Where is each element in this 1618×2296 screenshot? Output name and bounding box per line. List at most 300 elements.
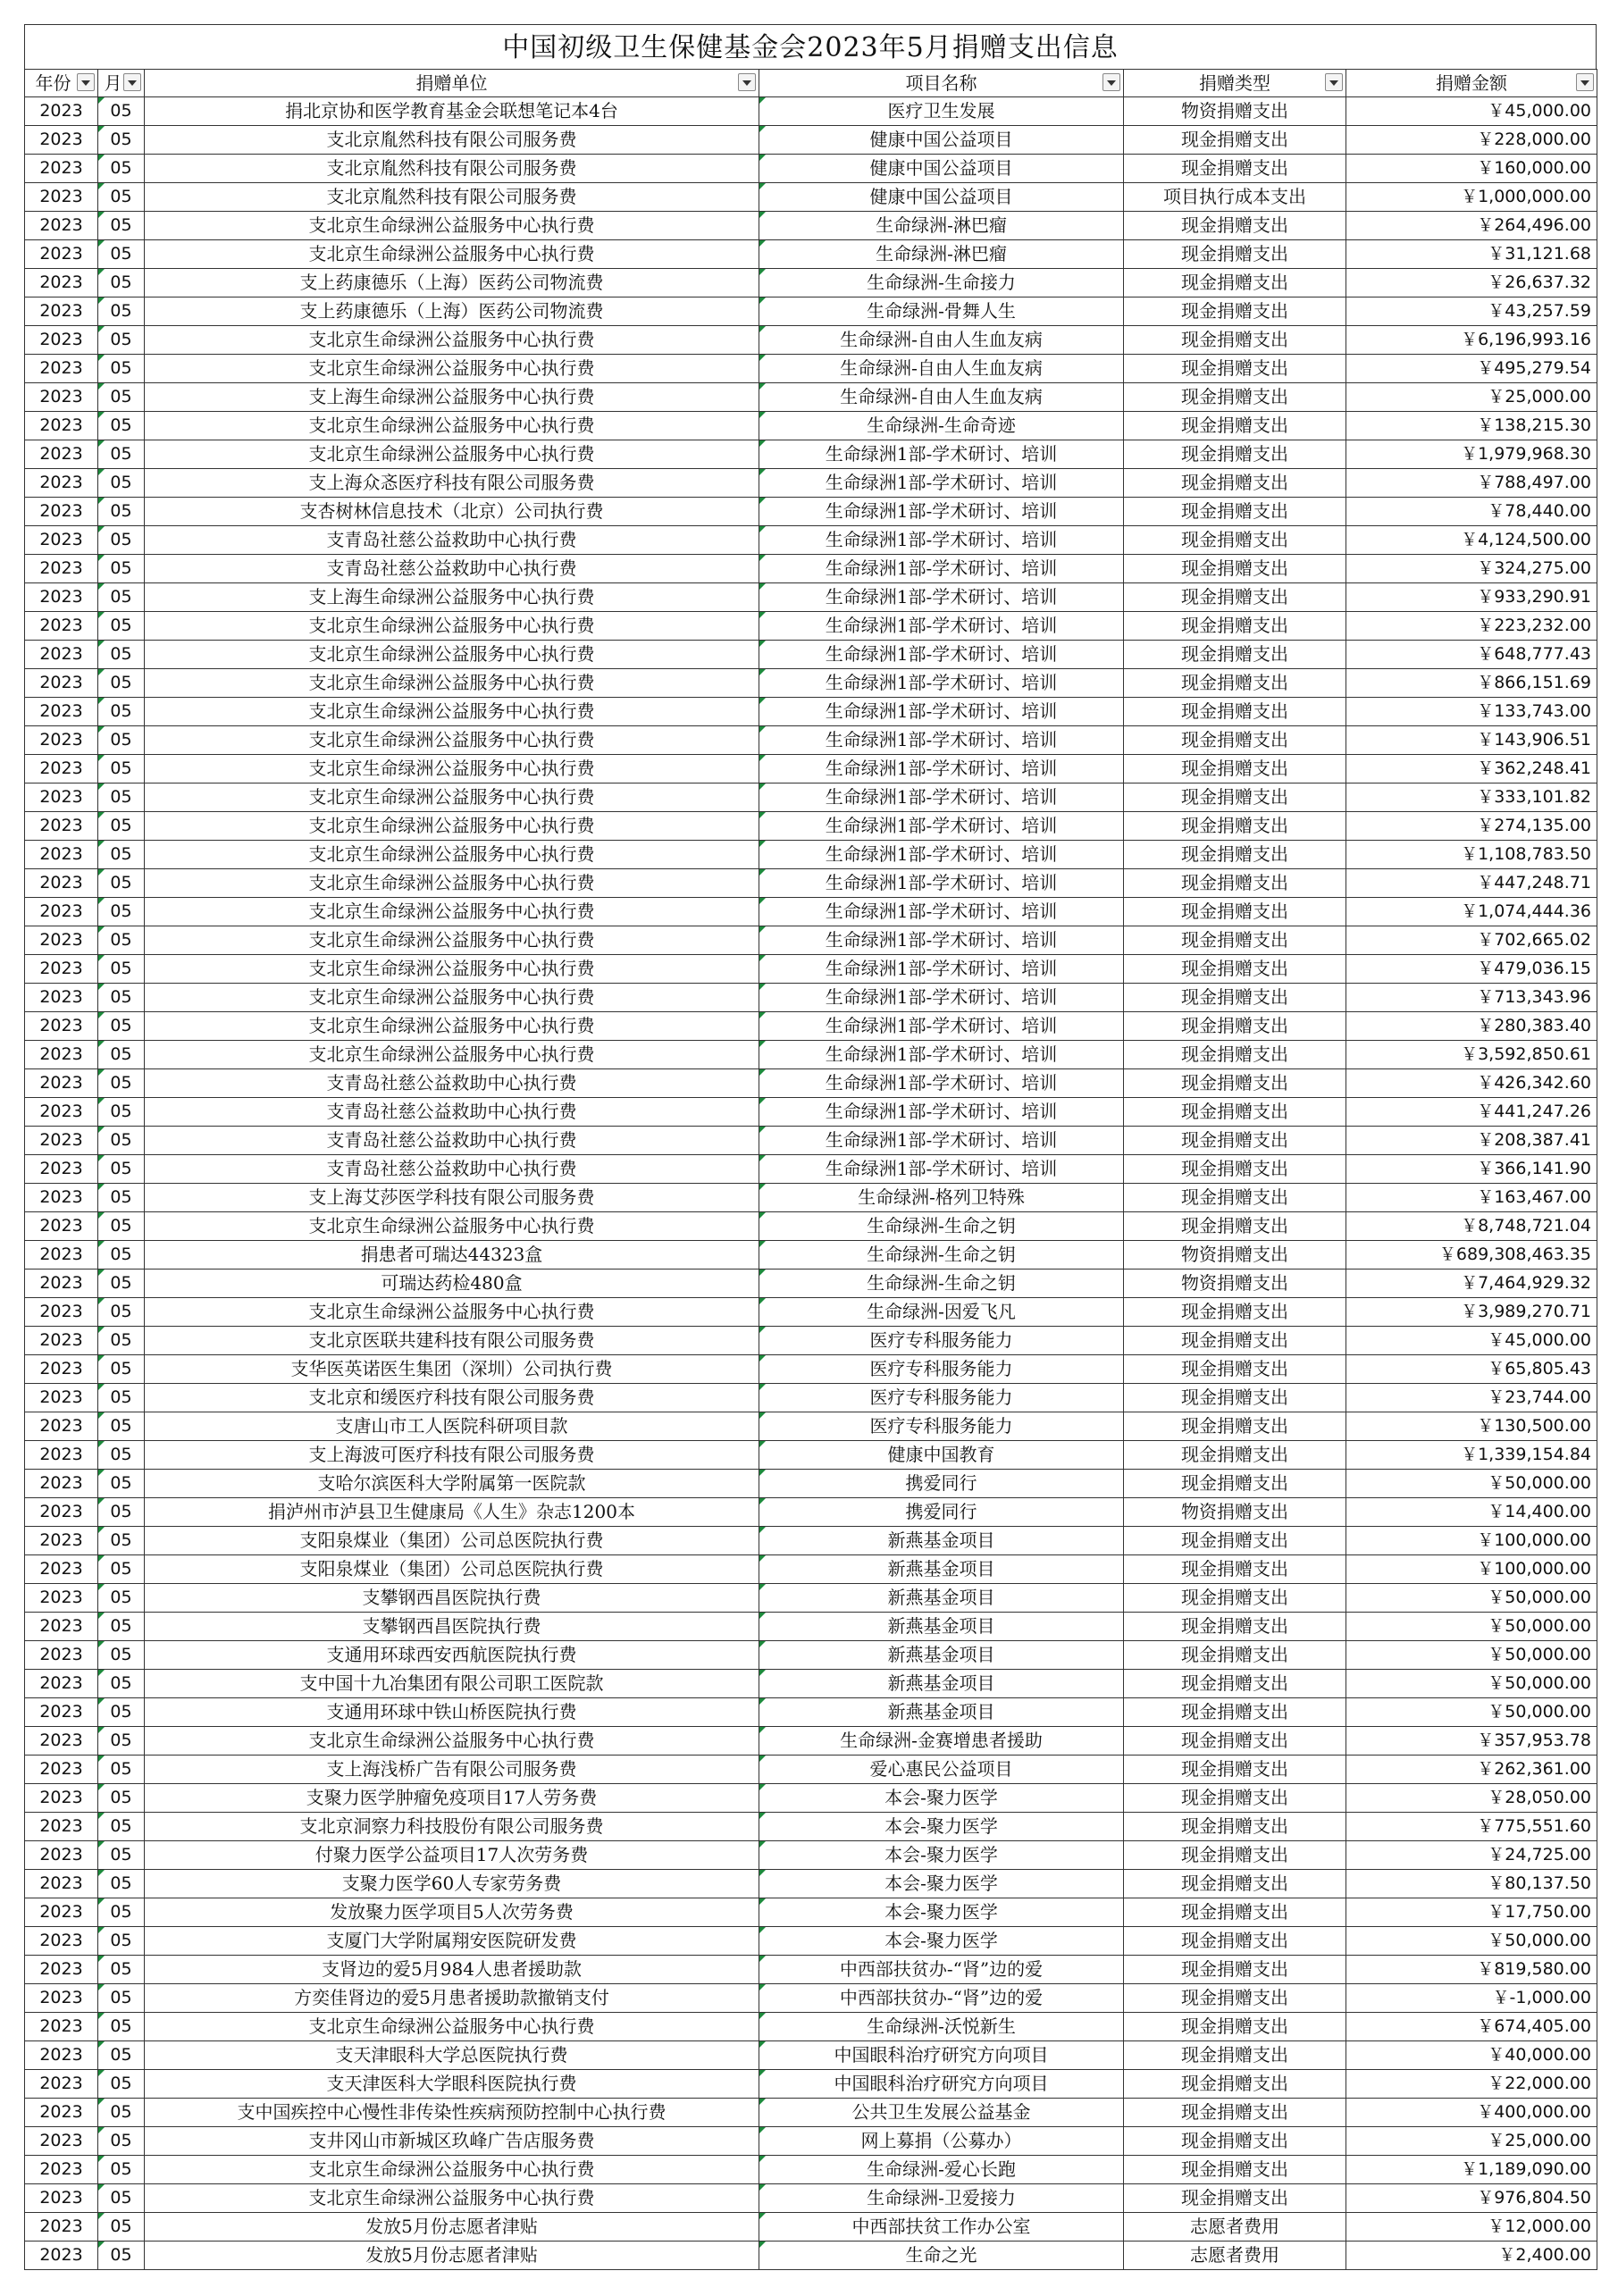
cell-type[interactable]: 现金捐赠支出: [1124, 1012, 1346, 1041]
cell-year[interactable]: 2023: [25, 1127, 98, 1155]
cell-donor[interactable]: 支北京生命绿洲公益服务中心执行费: [145, 1727, 759, 1756]
cell-amount[interactable]: ￥138,215.30: [1346, 412, 1597, 440]
cell-amount[interactable]: ￥50,000.00: [1346, 1641, 1597, 1670]
cell-amount[interactable]: ￥1,074,444.36: [1346, 898, 1597, 926]
cell-year[interactable]: 2023: [25, 1298, 98, 1327]
cell-year[interactable]: 2023: [25, 297, 98, 326]
cell-amount[interactable]: ￥50,000.00: [1346, 1698, 1597, 1727]
cell-type[interactable]: 现金捐赠支出: [1124, 2099, 1346, 2127]
cell-type[interactable]: 项目执行成本支出: [1124, 183, 1346, 212]
cell-month[interactable]: 05: [98, 2213, 145, 2242]
cell-year[interactable]: 2023: [25, 2242, 98, 2270]
cell-donor[interactable]: 支通用环球西安西航医院执行费: [145, 1641, 759, 1670]
cell-project[interactable]: 生命绿洲1部-学术研讨、培训: [759, 526, 1124, 555]
cell-amount[interactable]: ￥400,000.00: [1346, 2099, 1597, 2127]
cell-amount[interactable]: ￥228,000.00: [1346, 126, 1597, 155]
cell-type[interactable]: 现金捐赠支出: [1124, 1727, 1346, 1756]
cell-year[interactable]: 2023: [25, 2041, 98, 2070]
cell-year[interactable]: 2023: [25, 498, 98, 526]
cell-month[interactable]: 05: [98, 1641, 145, 1670]
cell-donor[interactable]: 支青岛社慈公益救助中心执行费: [145, 1098, 759, 1127]
filter-dropdown-icon[interactable]: [1102, 73, 1120, 91]
cell-type[interactable]: 现金捐赠支出: [1124, 1984, 1346, 2013]
cell-year[interactable]: 2023: [25, 755, 98, 783]
cell-month[interactable]: 05: [98, 755, 145, 783]
cell-month[interactable]: 05: [98, 2099, 145, 2127]
cell-amount[interactable]: ￥3,592,850.61: [1346, 1041, 1597, 1069]
cell-amount[interactable]: ￥143,906.51: [1346, 726, 1597, 755]
cell-month[interactable]: 05: [98, 1927, 145, 1956]
cell-type[interactable]: 现金捐赠支出: [1124, 698, 1346, 726]
cell-type[interactable]: 物资捐赠支出: [1124, 1270, 1346, 1298]
cell-amount[interactable]: ￥40,000.00: [1346, 2041, 1597, 2070]
cell-type[interactable]: 现金捐赠支出: [1124, 326, 1346, 355]
cell-amount[interactable]: ￥4,124,500.00: [1346, 526, 1597, 555]
cell-project[interactable]: 中西部扶贫办-“肾”边的爱: [759, 1956, 1124, 1984]
cell-year[interactable]: 2023: [25, 2013, 98, 2041]
cell-month[interactable]: 05: [98, 1813, 145, 1841]
cell-amount[interactable]: ￥45,000.00: [1346, 97, 1597, 126]
cell-donor[interactable]: 支北京生命绿洲公益服务中心执行费: [145, 1298, 759, 1327]
cell-donor[interactable]: 支北京医联共建科技有限公司服务费: [145, 1327, 759, 1355]
cell-project[interactable]: 生命绿洲-生命接力: [759, 269, 1124, 297]
cell-month[interactable]: 05: [98, 269, 145, 297]
cell-type[interactable]: 现金捐赠支出: [1124, 412, 1346, 440]
cell-donor[interactable]: 支攀钢西昌医院执行费: [145, 1613, 759, 1641]
cell-type[interactable]: 现金捐赠支出: [1124, 1298, 1346, 1327]
cell-month[interactable]: 05: [98, 326, 145, 355]
cell-type[interactable]: 现金捐赠支出: [1124, 155, 1346, 183]
cell-month[interactable]: 05: [98, 1270, 145, 1298]
cell-type[interactable]: 现金捐赠支出: [1124, 1155, 1346, 1184]
cell-month[interactable]: 05: [98, 1727, 145, 1756]
cell-type[interactable]: 现金捐赠支出: [1124, 1584, 1346, 1613]
cell-donor[interactable]: 付聚力医学公益项目17人次劳务费: [145, 1841, 759, 1870]
cell-month[interactable]: 05: [98, 498, 145, 526]
cell-type[interactable]: 现金捐赠支出: [1124, 1384, 1346, 1412]
cell-year[interactable]: 2023: [25, 1784, 98, 1813]
cell-donor[interactable]: 发放聚力医学项目5人次劳务费: [145, 1898, 759, 1927]
cell-month[interactable]: 05: [98, 1984, 145, 2013]
cell-donor[interactable]: 支上药康德乐（上海）医药公司物流费: [145, 269, 759, 297]
cell-year[interactable]: 2023: [25, 412, 98, 440]
cell-project[interactable]: 生命之光: [759, 2242, 1124, 2270]
filter-dropdown-icon[interactable]: [1576, 73, 1594, 91]
cell-month[interactable]: 05: [98, 583, 145, 612]
cell-amount[interactable]: ￥43,257.59: [1346, 297, 1597, 326]
cell-amount[interactable]: ￥223,232.00: [1346, 612, 1597, 641]
cell-month[interactable]: 05: [98, 2070, 145, 2099]
cell-month[interactable]: 05: [98, 1184, 145, 1212]
cell-month[interactable]: 05: [98, 1441, 145, 1470]
cell-project[interactable]: 生命绿洲1部-学术研讨、培训: [759, 1127, 1124, 1155]
cell-project[interactable]: 本会-聚力医学: [759, 1784, 1124, 1813]
cell-project[interactable]: 生命绿洲1部-学术研讨、培训: [759, 783, 1124, 812]
cell-amount[interactable]: ￥50,000.00: [1346, 1470, 1597, 1498]
cell-month[interactable]: 05: [98, 2156, 145, 2184]
cell-month[interactable]: 05: [98, 1069, 145, 1098]
cell-project[interactable]: 生命绿洲1部-学术研讨、培训: [759, 641, 1124, 669]
cell-year[interactable]: 2023: [25, 898, 98, 926]
cell-project[interactable]: 生命绿洲1部-学术研讨、培训: [759, 926, 1124, 955]
cell-amount[interactable]: ￥100,000.00: [1346, 1555, 1597, 1584]
cell-type[interactable]: 现金捐赠支出: [1124, 1127, 1346, 1155]
cell-year[interactable]: 2023: [25, 440, 98, 469]
cell-amount[interactable]: ￥160,000.00: [1346, 155, 1597, 183]
cell-year[interactable]: 2023: [25, 2156, 98, 2184]
cell-year[interactable]: 2023: [25, 1613, 98, 1641]
cell-month[interactable]: 05: [98, 1584, 145, 1613]
cell-month[interactable]: 05: [98, 1870, 145, 1898]
cell-donor[interactable]: 支北京生命绿洲公益服务中心执行费: [145, 926, 759, 955]
cell-amount[interactable]: ￥1,339,154.84: [1346, 1441, 1597, 1470]
cell-year[interactable]: 2023: [25, 1698, 98, 1727]
cell-donor[interactable]: 支青岛社慈公益救助中心执行费: [145, 1127, 759, 1155]
cell-year[interactable]: 2023: [25, 1069, 98, 1098]
cell-month[interactable]: 05: [98, 1841, 145, 1870]
cell-donor[interactable]: 支北京胤然科技有限公司服务费: [145, 155, 759, 183]
cell-donor[interactable]: 支北京胤然科技有限公司服务费: [145, 183, 759, 212]
cell-donor[interactable]: 支北京生命绿洲公益服务中心执行费: [145, 355, 759, 383]
cell-year[interactable]: 2023: [25, 1184, 98, 1212]
cell-month[interactable]: 05: [98, 383, 145, 412]
cell-amount[interactable]: ￥80,137.50: [1346, 1870, 1597, 1898]
cell-donor[interactable]: 支北京和缓医疗科技有限公司服务费: [145, 1384, 759, 1412]
cell-donor[interactable]: 支北京生命绿洲公益服务中心执行费: [145, 2013, 759, 2041]
cell-type[interactable]: 现金捐赠支出: [1124, 297, 1346, 326]
cell-month[interactable]: 05: [98, 955, 145, 984]
cell-project[interactable]: 生命绿洲-骨舞人生: [759, 297, 1124, 326]
cell-donor[interactable]: 支厦门大学附属翔安医院研发费: [145, 1927, 759, 1956]
cell-type[interactable]: 现金捐赠支出: [1124, 1555, 1346, 1584]
cell-type[interactable]: 现金捐赠支出: [1124, 1784, 1346, 1813]
cell-donor[interactable]: 支青岛社慈公益救助中心执行费: [145, 1155, 759, 1184]
cell-project[interactable]: 生命绿洲1部-学术研讨、培训: [759, 1098, 1124, 1127]
cell-type[interactable]: 现金捐赠支出: [1124, 1327, 1346, 1355]
cell-amount[interactable]: ￥24,725.00: [1346, 1841, 1597, 1870]
cell-amount[interactable]: ￥648,777.43: [1346, 641, 1597, 669]
cell-donor[interactable]: 支上海生命绿洲公益服务中心执行费: [145, 383, 759, 412]
cell-amount[interactable]: ￥366,141.90: [1346, 1155, 1597, 1184]
cell-donor[interactable]: 支北京生命绿洲公益服务中心执行费: [145, 698, 759, 726]
cell-donor[interactable]: 支上药康德乐（上海）医药公司物流费: [145, 297, 759, 326]
cell-project[interactable]: 本会-聚力医学: [759, 1927, 1124, 1956]
cell-amount[interactable]: ￥264,496.00: [1346, 212, 1597, 240]
cell-project[interactable]: 医疗专科服务能力: [759, 1355, 1124, 1384]
cell-amount[interactable]: ￥163,467.00: [1346, 1184, 1597, 1212]
cell-donor[interactable]: 支聚力医学60人专家劳务费: [145, 1870, 759, 1898]
cell-year[interactable]: 2023: [25, 1270, 98, 1298]
cell-month[interactable]: 05: [98, 812, 145, 841]
cell-donor[interactable]: 支北京生命绿洲公益服务中心执行费: [145, 2184, 759, 2213]
cell-year[interactable]: 2023: [25, 984, 98, 1012]
cell-amount[interactable]: ￥280,383.40: [1346, 1012, 1597, 1041]
cell-donor[interactable]: 支北京生命绿洲公益服务中心执行费: [145, 1212, 759, 1241]
cell-month[interactable]: 05: [98, 1155, 145, 1184]
cell-project[interactable]: 生命绿洲1部-学术研讨、培训: [759, 698, 1124, 726]
cell-type[interactable]: 现金捐赠支出: [1124, 1184, 1346, 1212]
cell-year[interactable]: 2023: [25, 240, 98, 269]
cell-type[interactable]: 现金捐赠支出: [1124, 526, 1346, 555]
cell-month[interactable]: 05: [98, 1355, 145, 1384]
cell-donor[interactable]: 可瑞达药检480盒: [145, 1270, 759, 1298]
cell-project[interactable]: 健康中国公益项目: [759, 155, 1124, 183]
cell-amount[interactable]: ￥1,979,968.30: [1346, 440, 1597, 469]
cell-amount[interactable]: ￥333,101.82: [1346, 783, 1597, 812]
cell-amount[interactable]: ￥6,196,993.16: [1346, 326, 1597, 355]
cell-month[interactable]: 05: [98, 2127, 145, 2156]
cell-project[interactable]: 生命绿洲1部-学术研讨、培训: [759, 440, 1124, 469]
cell-year[interactable]: 2023: [25, 1670, 98, 1698]
cell-type[interactable]: 现金捐赠支出: [1124, 1470, 1346, 1498]
cell-type[interactable]: 现金捐赠支出: [1124, 2041, 1346, 2070]
cell-type[interactable]: 现金捐赠支出: [1124, 1956, 1346, 1984]
cell-type[interactable]: 现金捐赠支出: [1124, 126, 1346, 155]
cell-amount[interactable]: ￥8,748,721.04: [1346, 1212, 1597, 1241]
cell-amount[interactable]: ￥17,750.00: [1346, 1898, 1597, 1927]
cell-year[interactable]: 2023: [25, 212, 98, 240]
cell-donor[interactable]: 支天津医科大学眼科医院执行费: [145, 2070, 759, 2099]
cell-amount[interactable]: ￥25,000.00: [1346, 2127, 1597, 2156]
cell-project[interactable]: 生命绿洲1部-学术研讨、培训: [759, 726, 1124, 755]
cell-year[interactable]: 2023: [25, 841, 98, 869]
cell-year[interactable]: 2023: [25, 583, 98, 612]
cell-donor[interactable]: 支天津眼科大学总医院执行费: [145, 2041, 759, 2070]
cell-project[interactable]: 生命绿洲-沃悦新生: [759, 2013, 1124, 2041]
cell-month[interactable]: 05: [98, 1756, 145, 1784]
cell-type[interactable]: 现金捐赠支出: [1124, 755, 1346, 783]
cell-donor[interactable]: 支上海波可医疗科技有限公司服务费: [145, 1441, 759, 1470]
cell-month[interactable]: 05: [98, 1956, 145, 1984]
cell-type[interactable]: 物资捐赠支出: [1124, 97, 1346, 126]
cell-year[interactable]: 2023: [25, 1898, 98, 1927]
cell-type[interactable]: 现金捐赠支出: [1124, 383, 1346, 412]
cell-year[interactable]: 2023: [25, 383, 98, 412]
cell-month[interactable]: 05: [98, 2013, 145, 2041]
filter-dropdown-icon[interactable]: [1325, 73, 1343, 91]
cell-type[interactable]: 现金捐赠支出: [1124, 555, 1346, 583]
cell-month[interactable]: 05: [98, 783, 145, 812]
cell-donor[interactable]: 支北京生命绿洲公益服务中心执行费: [145, 755, 759, 783]
cell-month[interactable]: 05: [98, 1470, 145, 1498]
cell-type[interactable]: 现金捐赠支出: [1124, 926, 1346, 955]
cell-amount[interactable]: ￥447,248.71: [1346, 869, 1597, 898]
cell-project[interactable]: 生命绿洲1部-学术研讨、培训: [759, 669, 1124, 698]
cell-month[interactable]: 05: [98, 841, 145, 869]
cell-amount[interactable]: ￥775,551.60: [1346, 1813, 1597, 1841]
cell-year[interactable]: 2023: [25, 183, 98, 212]
cell-month[interactable]: 05: [98, 526, 145, 555]
cell-donor[interactable]: 捐患者可瑞达44323盒: [145, 1241, 759, 1270]
cell-type[interactable]: 现金捐赠支出: [1124, 2156, 1346, 2184]
cell-amount[interactable]: ￥50,000.00: [1346, 1613, 1597, 1641]
cell-project[interactable]: 健康中国教育: [759, 1441, 1124, 1470]
cell-project[interactable]: 新燕基金项目: [759, 1641, 1124, 1670]
cell-year[interactable]: 2023: [25, 1155, 98, 1184]
filter-dropdown-icon[interactable]: [738, 73, 756, 91]
cell-month[interactable]: 05: [98, 412, 145, 440]
cell-year[interactable]: 2023: [25, 1727, 98, 1756]
cell-amount[interactable]: ￥819,580.00: [1346, 1956, 1597, 1984]
cell-project[interactable]: 生命绿洲1部-学术研讨、培训: [759, 984, 1124, 1012]
cell-project[interactable]: 生命绿洲-生命奇迹: [759, 412, 1124, 440]
cell-year[interactable]: 2023: [25, 1984, 98, 2013]
cell-donor[interactable]: 支北京生命绿洲公益服务中心执行费: [145, 326, 759, 355]
cell-month[interactable]: 05: [98, 1098, 145, 1127]
cell-project[interactable]: 生命绿洲-自由人生血友病: [759, 326, 1124, 355]
cell-project[interactable]: 生命绿洲-格列卫特殊: [759, 1184, 1124, 1212]
cell-type[interactable]: 现金捐赠支出: [1124, 212, 1346, 240]
cell-amount[interactable]: ￥208,387.41: [1346, 1127, 1597, 1155]
cell-donor[interactable]: 支青岛社慈公益救助中心执行费: [145, 1069, 759, 1098]
cell-amount[interactable]: ￥788,497.00: [1346, 469, 1597, 498]
cell-project[interactable]: 生命绿洲-生命之钥: [759, 1212, 1124, 1241]
cell-donor[interactable]: 支北京生命绿洲公益服务中心执行费: [145, 955, 759, 984]
cell-amount[interactable]: ￥1,189,090.00: [1346, 2156, 1597, 2184]
cell-donor[interactable]: 支北京生命绿洲公益服务中心执行费: [145, 240, 759, 269]
cell-donor[interactable]: 支肾边的爱5月984人患者援助款: [145, 1956, 759, 1984]
cell-year[interactable]: 2023: [25, 1327, 98, 1355]
cell-year[interactable]: 2023: [25, 612, 98, 641]
cell-type[interactable]: 现金捐赠支出: [1124, 1069, 1346, 1098]
cell-donor[interactable]: 支青岛社慈公益救助中心执行费: [145, 555, 759, 583]
cell-donor[interactable]: 支通用环球中铁山桥医院执行费: [145, 1698, 759, 1727]
cell-month[interactable]: 05: [98, 984, 145, 1012]
cell-amount[interactable]: ￥866,151.69: [1346, 669, 1597, 698]
cell-year[interactable]: 2023: [25, 469, 98, 498]
cell-project[interactable]: 生命绿洲1部-学术研讨、培训: [759, 1155, 1124, 1184]
cell-month[interactable]: 05: [98, 1212, 145, 1241]
cell-donor[interactable]: 支阳泉煤业（集团）公司总医院执行费: [145, 1555, 759, 1584]
cell-donor[interactable]: 支阳泉煤业（集团）公司总医院执行费: [145, 1527, 759, 1555]
cell-type[interactable]: 现金捐赠支出: [1124, 1355, 1346, 1384]
filter-dropdown-icon[interactable]: [123, 73, 141, 91]
cell-type[interactable]: 现金捐赠支出: [1124, 1813, 1346, 1841]
cell-donor[interactable]: 支北京生命绿洲公益服务中心执行费: [145, 412, 759, 440]
cell-project[interactable]: 健康中国公益项目: [759, 126, 1124, 155]
cell-type[interactable]: 现金捐赠支出: [1124, 1641, 1346, 1670]
cell-type[interactable]: 现金捐赠支出: [1124, 1841, 1346, 1870]
cell-amount[interactable]: ￥78,440.00: [1346, 498, 1597, 526]
cell-amount[interactable]: ￥479,036.15: [1346, 955, 1597, 984]
cell-project[interactable]: 新燕基金项目: [759, 1698, 1124, 1727]
cell-year[interactable]: 2023: [25, 1527, 98, 1555]
cell-month[interactable]: 05: [98, 669, 145, 698]
cell-month[interactable]: 05: [98, 926, 145, 955]
cell-year[interactable]: 2023: [25, 555, 98, 583]
cell-project[interactable]: 健康中国公益项目: [759, 183, 1124, 212]
cell-project[interactable]: 本会-聚力医学: [759, 1813, 1124, 1841]
cell-type[interactable]: 物资捐赠支出: [1124, 1498, 1346, 1527]
cell-project[interactable]: 本会-聚力医学: [759, 1898, 1124, 1927]
cell-amount[interactable]: ￥50,000.00: [1346, 1927, 1597, 1956]
cell-amount[interactable]: ￥45,000.00: [1346, 1327, 1597, 1355]
cell-project[interactable]: 生命绿洲1部-学术研讨、培训: [759, 498, 1124, 526]
cell-year[interactable]: 2023: [25, 669, 98, 698]
cell-project[interactable]: 生命绿洲1部-学术研讨、培训: [759, 612, 1124, 641]
cell-project[interactable]: 中西部扶贫工作办公室: [759, 2213, 1124, 2242]
cell-year[interactable]: 2023: [25, 2184, 98, 2213]
cell-project[interactable]: 生命绿洲-淋巴瘤: [759, 212, 1124, 240]
cell-amount[interactable]: ￥23,744.00: [1346, 1384, 1597, 1412]
cell-amount[interactable]: ￥7,464,929.32: [1346, 1270, 1597, 1298]
cell-year[interactable]: 2023: [25, 126, 98, 155]
cell-donor[interactable]: 支中国疾控中心慢性非传染性疾病预防控制中心执行费: [145, 2099, 759, 2127]
cell-amount[interactable]: ￥689,308,463.35: [1346, 1241, 1597, 1270]
cell-month[interactable]: 05: [98, 726, 145, 755]
cell-month[interactable]: 05: [98, 641, 145, 669]
cell-type[interactable]: 现金捐赠支出: [1124, 1870, 1346, 1898]
cell-donor[interactable]: 支井冈山市新城区玖峰广告店服务费: [145, 2127, 759, 2156]
cell-year[interactable]: 2023: [25, 1870, 98, 1898]
cell-type[interactable]: 现金捐赠支出: [1124, 1098, 1346, 1127]
cell-type[interactable]: 现金捐赠支出: [1124, 812, 1346, 841]
cell-donor[interactable]: 支北京生命绿洲公益服务中心执行费: [145, 984, 759, 1012]
cell-project[interactable]: 生命绿洲-淋巴瘤: [759, 240, 1124, 269]
cell-amount[interactable]: ￥133,743.00: [1346, 698, 1597, 726]
cell-type[interactable]: 现金捐赠支出: [1124, 240, 1346, 269]
cell-year[interactable]: 2023: [25, 1498, 98, 1527]
cell-month[interactable]: 05: [98, 555, 145, 583]
cell-year[interactable]: 2023: [25, 155, 98, 183]
cell-project[interactable]: 生命绿洲-卫爱接力: [759, 2184, 1124, 2213]
cell-donor[interactable]: 支青岛社慈公益救助中心执行费: [145, 526, 759, 555]
cell-amount[interactable]: ￥26,637.32: [1346, 269, 1597, 297]
cell-amount[interactable]: ￥262,361.00: [1346, 1756, 1597, 1784]
cell-amount[interactable]: ￥12,000.00: [1346, 2213, 1597, 2242]
cell-type[interactable]: 现金捐赠支出: [1124, 783, 1346, 812]
cell-month[interactable]: 05: [98, 240, 145, 269]
cell-donor[interactable]: 支唐山市工人医院科研项目款: [145, 1412, 759, 1441]
cell-project[interactable]: 医疗卫生发展: [759, 97, 1124, 126]
cell-type[interactable]: 物资捐赠支出: [1124, 1241, 1346, 1270]
cell-amount[interactable]: ￥441,247.26: [1346, 1098, 1597, 1127]
cell-project[interactable]: 新燕基金项目: [759, 1613, 1124, 1641]
cell-type[interactable]: 现金捐赠支出: [1124, 612, 1346, 641]
cell-month[interactable]: 05: [98, 355, 145, 383]
cell-month[interactable]: 05: [98, 1784, 145, 1813]
cell-amount[interactable]: ￥426,342.60: [1346, 1069, 1597, 1098]
cell-month[interactable]: 05: [98, 1012, 145, 1041]
cell-project[interactable]: 网上募捐（公募办）: [759, 2127, 1124, 2156]
cell-project[interactable]: 公共卫生发展公益基金: [759, 2099, 1124, 2127]
cell-amount[interactable]: ￥130,500.00: [1346, 1412, 1597, 1441]
cell-month[interactable]: 05: [98, 440, 145, 469]
cell-project[interactable]: 医疗专科服务能力: [759, 1412, 1124, 1441]
cell-project[interactable]: 生命绿洲-因爱飞凡: [759, 1298, 1124, 1327]
cell-amount[interactable]: ￥976,804.50: [1346, 2184, 1597, 2213]
cell-project[interactable]: 生命绿洲1部-学术研讨、培训: [759, 1041, 1124, 1069]
cell-amount[interactable]: ￥3,989,270.71: [1346, 1298, 1597, 1327]
filter-dropdown-icon[interactable]: [77, 73, 95, 91]
cell-month[interactable]: 05: [98, 1384, 145, 1412]
cell-project[interactable]: 生命绿洲1部-学术研讨、培训: [759, 955, 1124, 984]
cell-year[interactable]: 2023: [25, 526, 98, 555]
cell-month[interactable]: 05: [98, 898, 145, 926]
cell-year[interactable]: 2023: [25, 1584, 98, 1613]
cell-type[interactable]: 现金捐赠支出: [1124, 955, 1346, 984]
cell-month[interactable]: 05: [98, 1298, 145, 1327]
cell-year[interactable]: 2023: [25, 726, 98, 755]
cell-project[interactable]: 携爱同行: [759, 1470, 1124, 1498]
cell-year[interactable]: 2023: [25, 812, 98, 841]
cell-amount[interactable]: ￥362,248.41: [1346, 755, 1597, 783]
cell-month[interactable]: 05: [98, 1670, 145, 1698]
cell-year[interactable]: 2023: [25, 1756, 98, 1784]
cell-amount[interactable]: ￥28,050.00: [1346, 1784, 1597, 1813]
cell-year[interactable]: 2023: [25, 869, 98, 898]
cell-year[interactable]: 2023: [25, 1841, 98, 1870]
